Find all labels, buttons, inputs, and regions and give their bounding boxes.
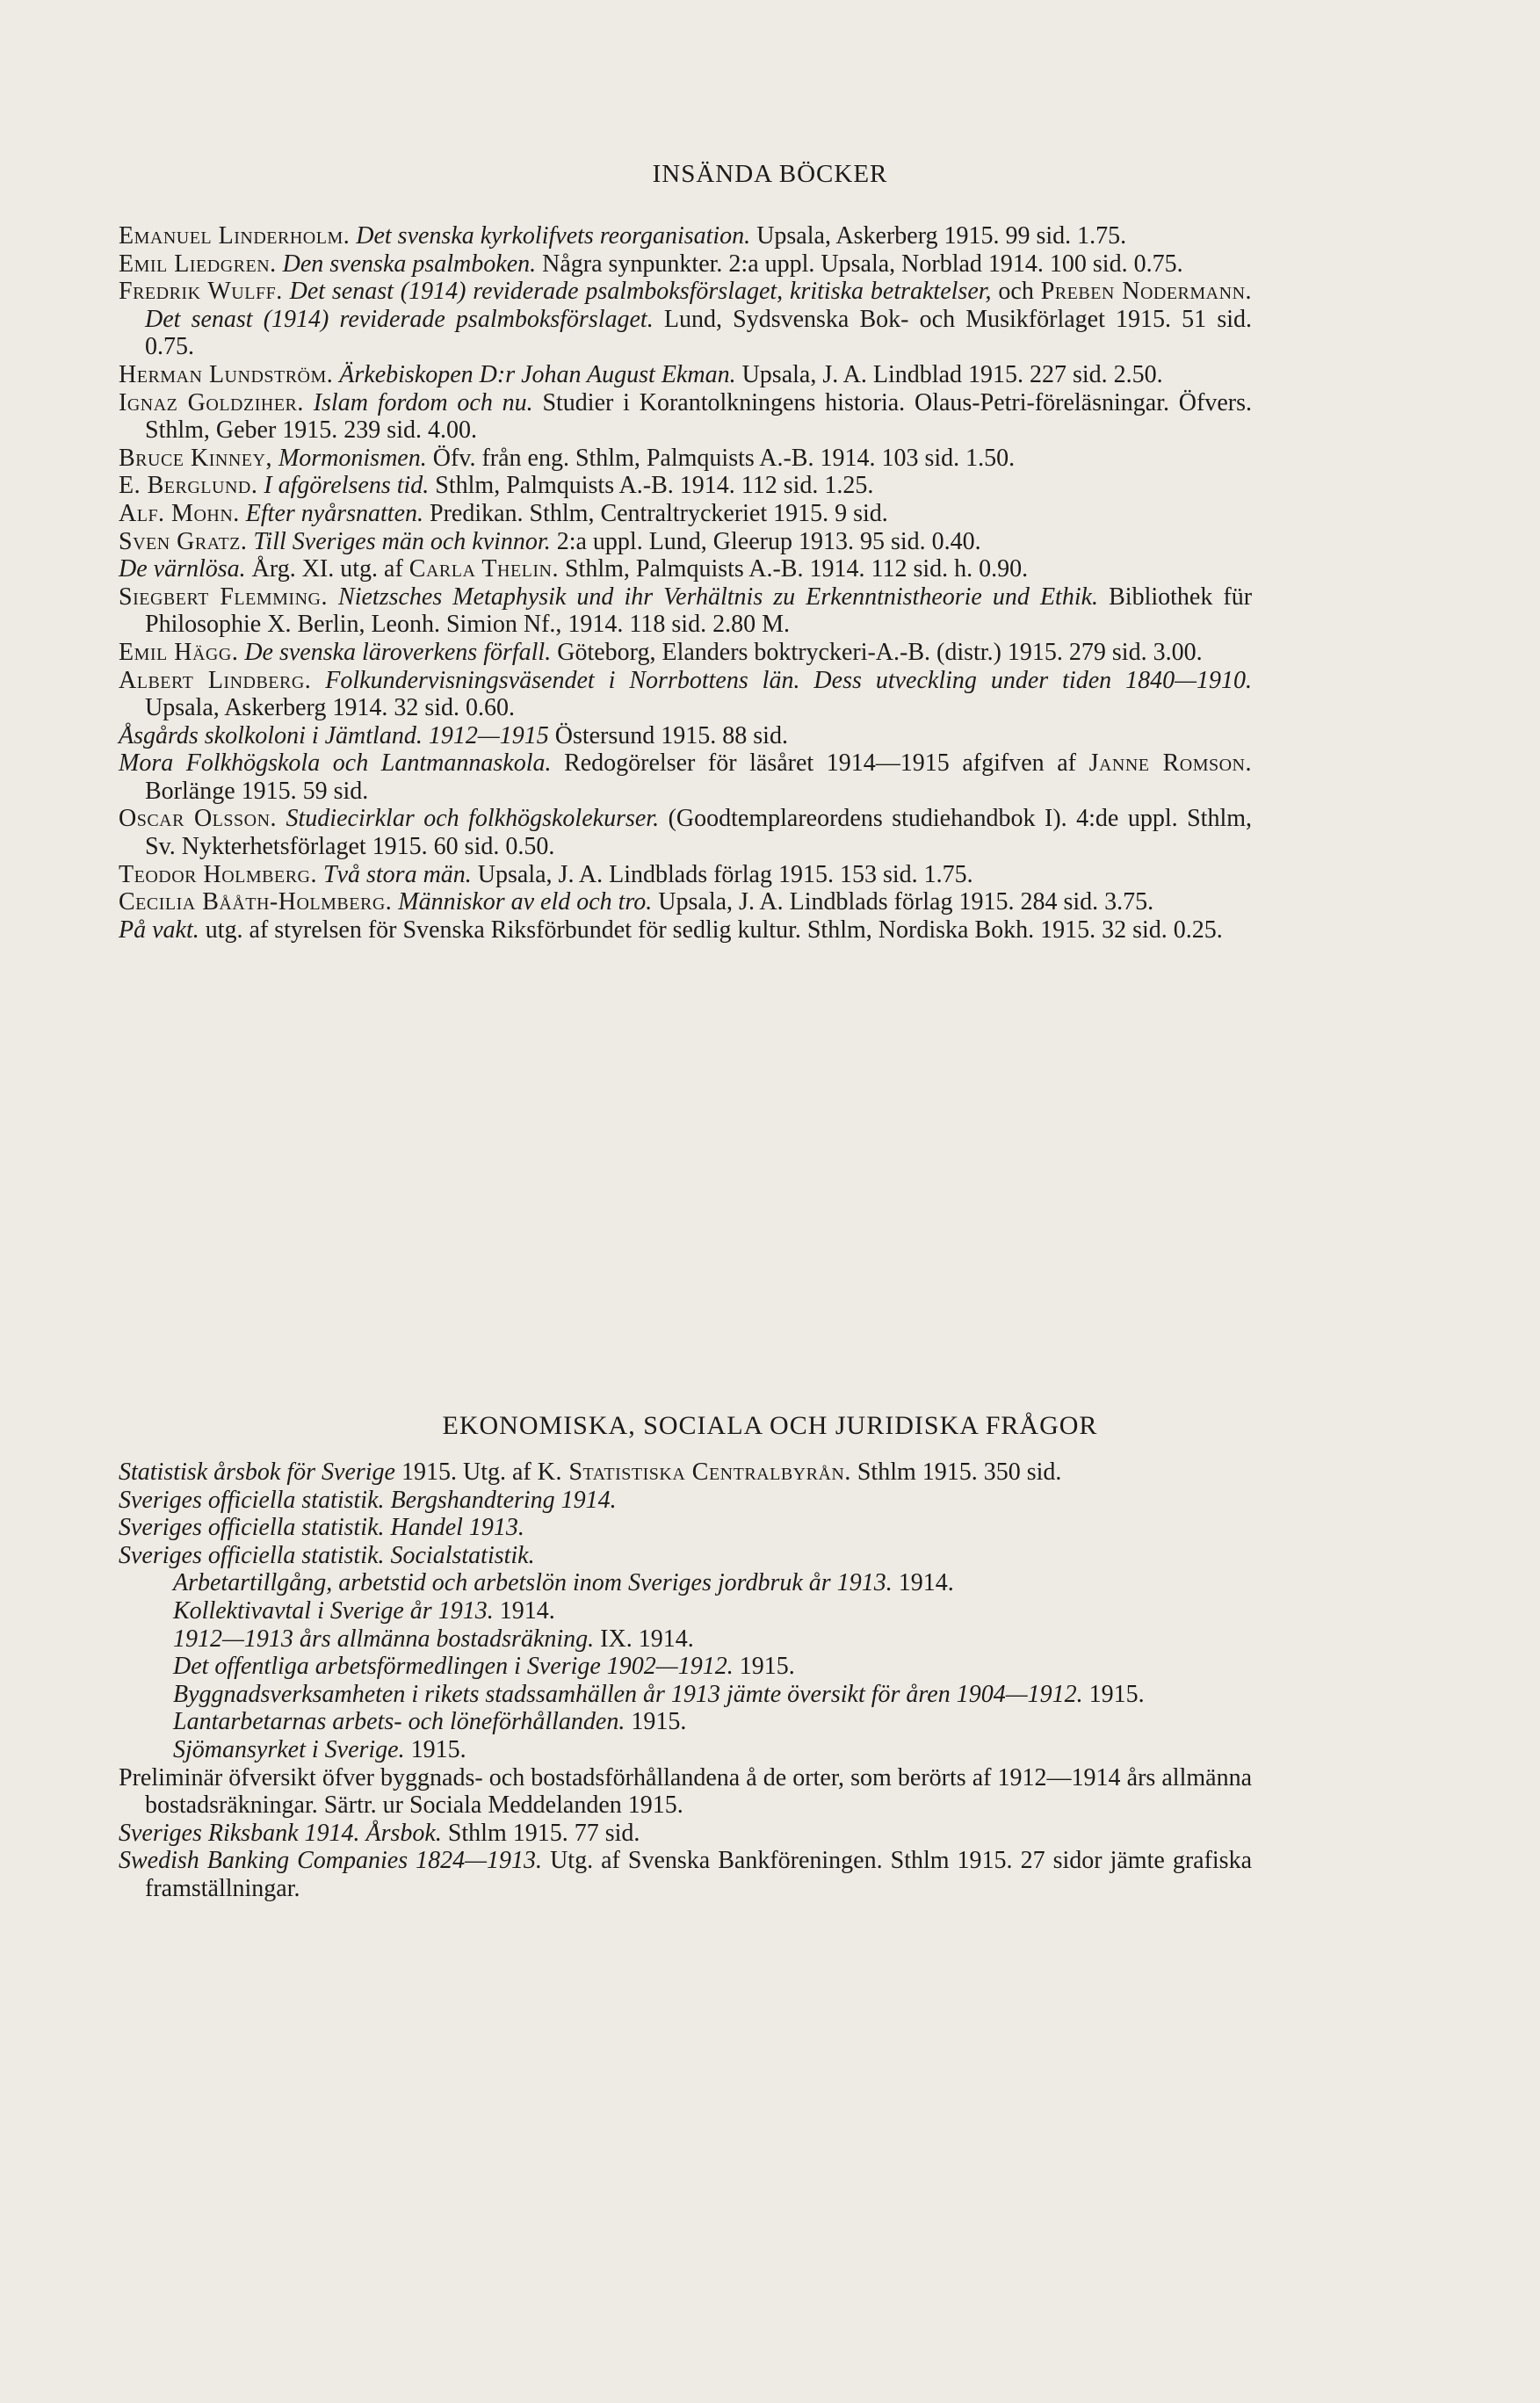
list-item: [119, 500, 1252, 528]
entry-title: Mora Folkhögskola och Lantmannaskola.: [119, 749, 552, 778]
entry-details: Upsala, J. A. Lindblad 1915. 227 sid. 2.50.: [741, 360, 1163, 388]
list-item: [119, 583, 1252, 639]
entry-author: Bruce Kinney,: [119, 444, 272, 472]
entry-details: utg. af styrelsen för Svenska Riksförbundet för sedlig kultur. Sthlm, Nordiska Bokh. 1915. 32 sid. 0.25.: [205, 916, 1223, 944]
entry-title: Sjömansyrket i Sverige.: [173, 1735, 405, 1763]
entry-title: Det senast (1914) reviderade psalmboksförslaget, kritiska betraktelser,: [289, 278, 992, 306]
entry-details: 1915.: [410, 1735, 466, 1763]
entry-author: Siegbert Flemming.: [119, 583, 328, 611]
list-item: [119, 1542, 1252, 1570]
entry-details: Predikan. Sthlm, Centraltryckeriet 1915. 9 sid.: [430, 499, 888, 527]
list-item: [173, 1736, 1252, 1764]
entry-details: Östersund 1915. 88 sid.: [554, 721, 788, 749]
entry-title: Lantarbetarnas arbets- och löneförhållanden.: [173, 1708, 625, 1736]
entry-details: Utg. af Svenska Bankföreningen. Sthlm 1915. 27 sidor jämte grafiska framställningar.: [145, 1847, 1252, 1902]
entry-author: Teodor Holmberg.: [119, 860, 317, 888]
economics-list: [119, 1458, 1252, 1903]
list-item: [119, 278, 1252, 361]
entry-title: Studiecirklar och folkhögskolekurser.: [286, 805, 660, 833]
entry-details: Upsala, J. A. Lindblads förlag 1915. 153 sid. 1.75.: [477, 860, 973, 888]
entry-details: Sthlm 1915. 350 sid.: [857, 1458, 1062, 1486]
entry-title: Åsgårds skolkoloni i Jämtland. 1912—1915: [119, 721, 549, 749]
entry-details: IX. 1914.: [600, 1625, 694, 1653]
entry-author: Sven Gratz.: [119, 527, 248, 555]
entry-title: Två stora män.: [323, 860, 472, 888]
entry-author: Emil Liedgren.: [119, 250, 277, 278]
entry-details: 1915. Utg. af: [401, 1458, 531, 1486]
list-item: [119, 1487, 1252, 1515]
list-item: [119, 805, 1252, 860]
entry-title: Människor av eld och tro.: [398, 888, 653, 916]
list-item: [119, 1764, 1252, 1820]
entry-title: Nietzsches Metaphysik und ihr Verhältnis zu Erkenntnistheorie und Ethik.: [338, 583, 1099, 611]
entry-title: Statistisk årsbok för Sverige: [119, 1458, 395, 1486]
list-item: [119, 472, 1252, 500]
received-books-list: [119, 222, 1252, 944]
entry-author: Herman Lundström.: [119, 360, 334, 388]
section-heading: EKONOMISKA, SOCIALA OCH JURIDISKA FRÅGOR: [442, 1411, 1098, 1440]
list-item: [119, 389, 1252, 445]
entry-title: De svenska läroverkens förfall.: [244, 638, 552, 666]
entry-details: Redogörelser för läsåret 1914—1915 afgifven af: [564, 749, 1076, 778]
entry-title: 1912—1913 års allmänna bostadsräkning.: [173, 1625, 595, 1653]
entry-title: Mormonismen.: [278, 444, 427, 472]
entry-details: 1915.: [739, 1653, 795, 1681]
list-item: [119, 555, 1252, 583]
list-item: [119, 445, 1252, 473]
entry-details: 1915.: [631, 1708, 687, 1736]
entry-details: Preliminär öfversikt öfver byggnads- och bostadsförhållandena å de orter, som berörts af 1912—1914 års allmänna bostadsräkningar. Särtr. ur Sociala Meddelanden 1915.: [119, 1763, 1252, 1820]
list-item: [173, 1708, 1252, 1736]
entry-details: Upsala, Askerberg 1914. 32 sid. 0.60.: [145, 694, 515, 722]
entry-title: Swedish Banking Companies 1824—1913.: [119, 1847, 543, 1875]
list-item: [119, 861, 1252, 889]
entry-author: Albert Lindberg.: [119, 666, 312, 694]
entry-title: Den svenska psalmboken.: [282, 250, 537, 278]
entry-details: Öfv. från eng. Sthlm, Palmquists A.-B. 1914. 103 sid. 1.50.: [432, 444, 1016, 472]
entry-details: Borlänge 1915. 59 sid.: [145, 777, 369, 805]
entry-details: Lund, Sydsvenska Bok- och Musikförlaget 1915. 51 sid. 0.75.: [145, 305, 1253, 361]
entry-author: E. Berglund.: [119, 472, 258, 500]
entry-author: K. Statistiska Centralbyrån.: [537, 1458, 851, 1486]
list-item: [173, 1569, 1252, 1597]
entry-title: Sveriges officiella statistik. Socialstatistik.: [119, 1541, 535, 1569]
entry-details: Studier i Korantolkningens historia. Olaus-Petri-föreläsningar. Öfvers. Sthlm, Geber 1915. 239 sid. 4.00.: [145, 388, 1252, 445]
list-item: [173, 1681, 1252, 1709]
entry-title: Byggnadsverksamheten i rikets stadssamhällen år 1913 jämte översikt för åren 1904—1912.: [173, 1680, 1083, 1708]
list-item: [119, 361, 1252, 389]
entry-title: Till Sveriges män och kvinnor.: [253, 527, 551, 555]
list-item: [119, 916, 1252, 945]
entry-author: Janne Romson.: [1088, 749, 1252, 778]
entry-title: Sveriges officiella statistik. Bergshandtering 1914.: [119, 1486, 617, 1514]
entry-details: (Goodtemplareordens studiehandbok I). 4:de uppl. Sthlm, Sv. Nykterhetsförlaget 1915. 60 sid. 0.50.: [145, 805, 1253, 861]
list-item: [119, 528, 1252, 556]
list-item: [119, 1458, 1252, 1487]
list-item: [119, 222, 1252, 250]
entry-title: Islam fordom och nu.: [313, 388, 533, 416]
entry-details: Några synpunkter. 2:a uppl. Upsala, Norblad 1914. 100 sid. 0.75.: [542, 250, 1183, 278]
entry-author: Cecilia Bååth-Holmberg.: [119, 888, 393, 916]
entry-author: Alf. Mohn.: [119, 499, 240, 527]
entry-details: 1914.: [499, 1596, 555, 1625]
list-item: [119, 749, 1252, 805]
list-item: [119, 1820, 1252, 1848]
entry-details: 1914.: [898, 1569, 954, 1597]
entry-title: Det svenska kyrkolifvets reorganisation.: [356, 222, 751, 250]
entry-details: Sthlm, Palmquists A.-B. 1914. 112 sid. h. 0.90.: [564, 555, 1029, 583]
entry-title: Sveriges officiella statistik. Handel 1913.: [119, 1514, 524, 1542]
entry-details: Sthlm 1915. 77 sid.: [447, 1819, 640, 1847]
list-item: [119, 1847, 1252, 1902]
entry-details: 2:a uppl. Lund, Gleerup 1913. 95 sid. 0.40.: [556, 527, 981, 555]
entry-title: I afgörelsens tid.: [264, 472, 430, 500]
entry-author: Fredrik Wulff.: [119, 278, 283, 306]
entry-author: Emanuel Linderholm.: [119, 222, 351, 250]
list-item: [119, 667, 1252, 722]
entry-details: Upsala, Askerberg 1915. 99 sid. 1.75.: [756, 222, 1127, 250]
entry-title: På vakt.: [119, 916, 199, 944]
entry-author: Ignaz Goldziher.: [119, 388, 304, 416]
entry-author: Carla Thelin.: [408, 555, 559, 583]
list-item: [173, 1597, 1252, 1625]
entry-title: Arbetartillgång, arbetstid och arbetslön inom Sveriges jordbruk år 1913.: [173, 1569, 893, 1597]
entry-title: Det senast (1914) reviderade psalmboksförslaget.: [145, 305, 654, 333]
list-item: [119, 888, 1252, 916]
list-item: [173, 1625, 1252, 1654]
entry-details: 1915.: [1088, 1680, 1145, 1708]
entry-author: Preben Nodermann.: [1040, 278, 1253, 306]
entry-title: Efter nyårsnatten.: [245, 499, 423, 527]
entry-title: De värnlösa.: [119, 555, 246, 583]
list-item: [119, 250, 1252, 279]
entry-title: Kollektivavtal i Sverige år 1913.: [173, 1596, 494, 1625]
entry-title: Ärkebiskopen D:r Johan August Ekman.: [339, 360, 736, 388]
list-item: [119, 722, 1252, 750]
entry-details: Göteborg, Elanders boktryckeri-A.-B. (distr.) 1915. 279 sid. 3.00.: [557, 638, 1203, 666]
entry-title: Det offentliga arbetsförmedlingen i Sverige 1902—1912.: [173, 1653, 734, 1681]
entry-details: Sthlm, Palmquists A.-B. 1914. 112 sid. 1.25.: [435, 472, 874, 500]
entry-details: Årg. XI. utg. af: [251, 555, 403, 583]
entry-details: Upsala, J. A. Lindblads förlag 1915. 284 sid. 3.75.: [658, 888, 1154, 916]
entry-author: Oscar Olsson.: [119, 805, 278, 833]
entry-details: Bibliothek für Philosophie X. Berlin, Leonh. Simion Nf., 1914. 118 sid. 2.80 M.: [145, 583, 1253, 639]
page-title: INSÄNDA BÖCKER: [652, 160, 888, 188]
entry-details: och: [998, 278, 1034, 306]
entry-title: Folkundervisningsväsendet i Norrbottens län. Dess utveckling under tiden 1840—1910.: [325, 666, 1252, 694]
list-item: [119, 639, 1252, 667]
entry-title: Sveriges Riksbank 1914. Årsbok.: [119, 1819, 442, 1847]
list-item: [119, 1514, 1252, 1542]
entry-author: Emil Hägg.: [119, 638, 239, 666]
list-item: [173, 1653, 1252, 1681]
